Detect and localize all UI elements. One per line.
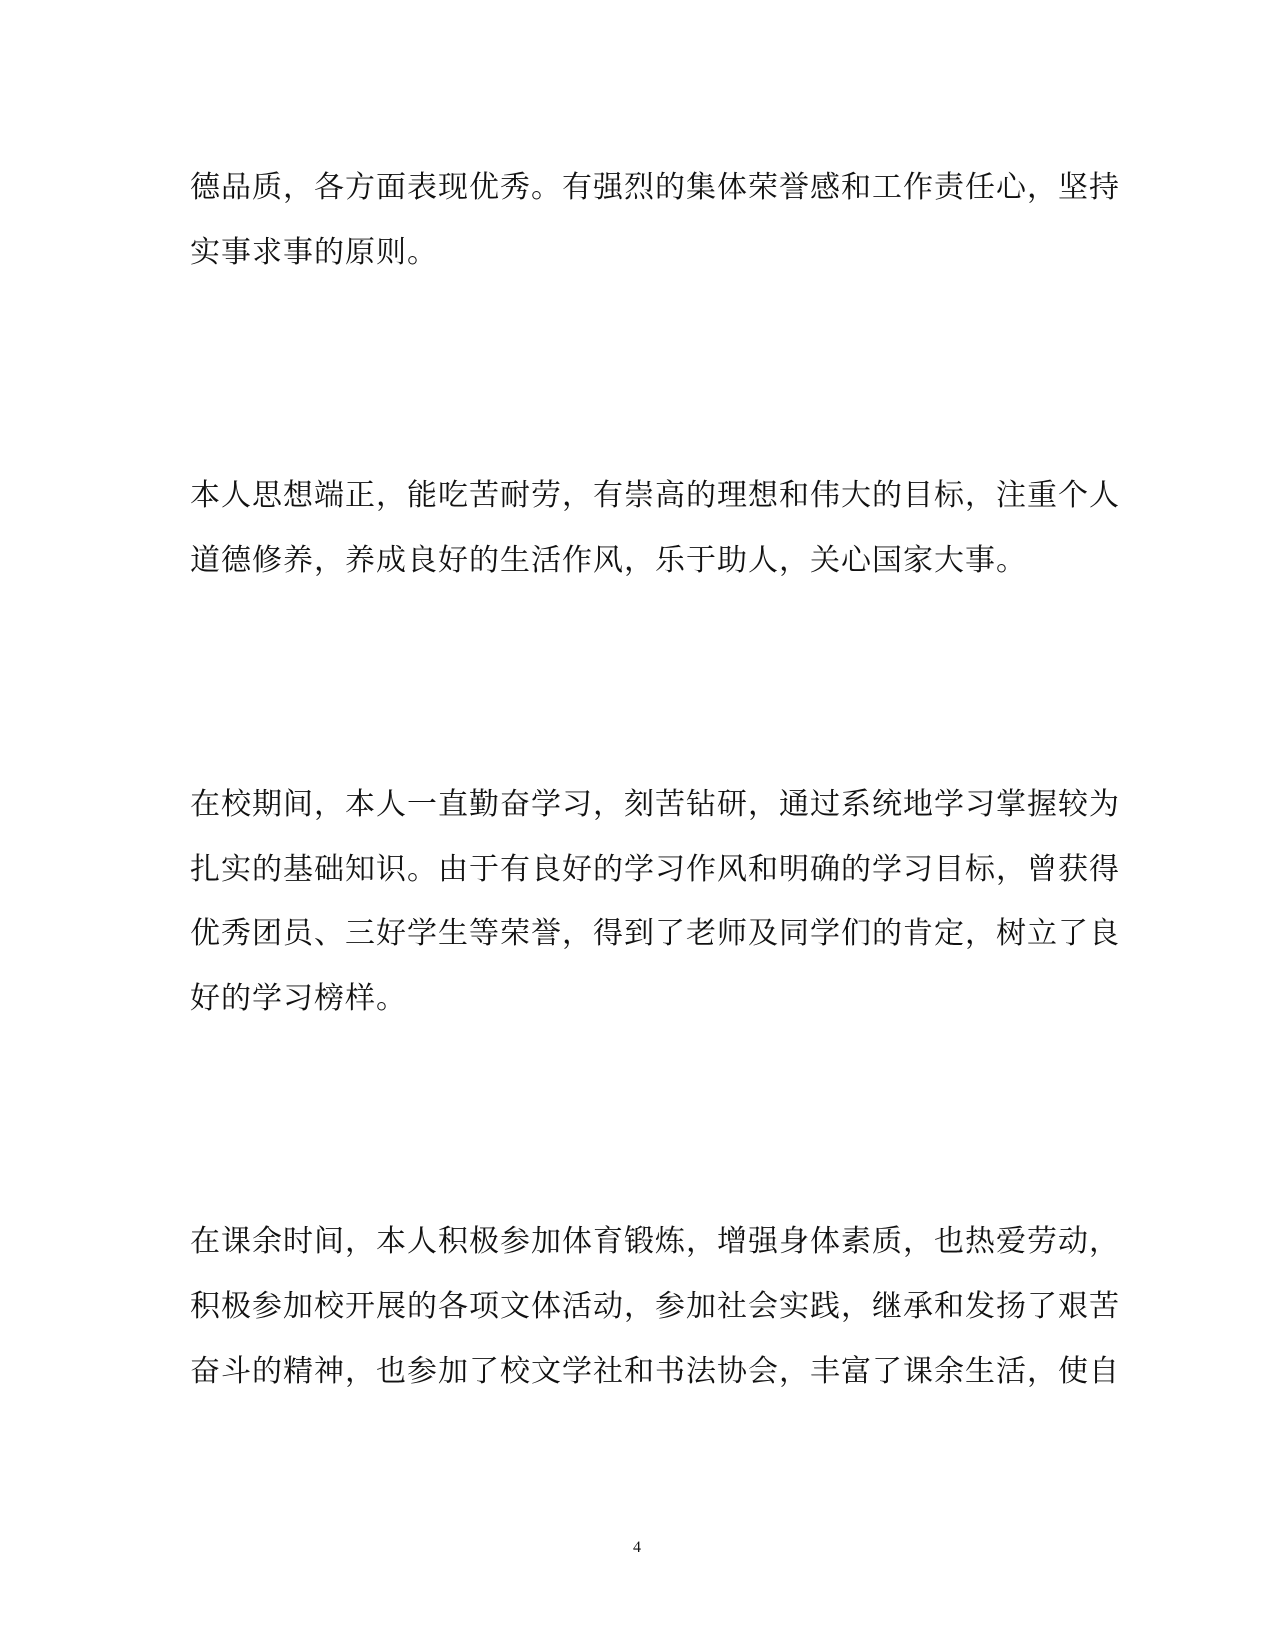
paragraph-line: 本人思想端正，能吃苦耐劳，有崇高的理想和伟大的目标，注重个人 xyxy=(190,478,1120,513)
paragraph-line: 优秀团员、三好学生等荣誉，得到了老师及同学们的肯定，树立了良 xyxy=(190,916,1120,951)
paragraph-line: 好的学习榜样。 xyxy=(190,981,407,1016)
paragraph-line: 积极参加校开展的各项文体活动，参加社会实践，继承和发扬了艰苦 xyxy=(190,1289,1120,1324)
paragraph-line: 德品质，各方面表现优秀。有强烈的集体荣誉感和工作责任心，坚持 xyxy=(190,170,1120,205)
paragraph-line: 在课余时间，本人积极参加体育锻炼，增强身体素质，也热爱劳动， xyxy=(190,1224,1120,1259)
paragraph-line: 在校期间，本人一直勤奋学习，刻苦钻研，通过系统地学习掌握较为 xyxy=(190,787,1120,822)
paragraph-line: 奋斗的精神，也参加了校文学社和书法协会，丰富了课余生活，使自 xyxy=(190,1354,1120,1389)
page-number: 4 xyxy=(633,1539,641,1556)
paragraph-line: 道德修养，养成良好的生活作风，乐于助人，关心国家大事。 xyxy=(190,543,1027,578)
paragraph-line: 扎实的基础知识。由于有良好的学习作风和明确的学习目标，曾获得 xyxy=(190,852,1120,887)
paragraph-line: 实事求事的原则。 xyxy=(190,235,438,270)
